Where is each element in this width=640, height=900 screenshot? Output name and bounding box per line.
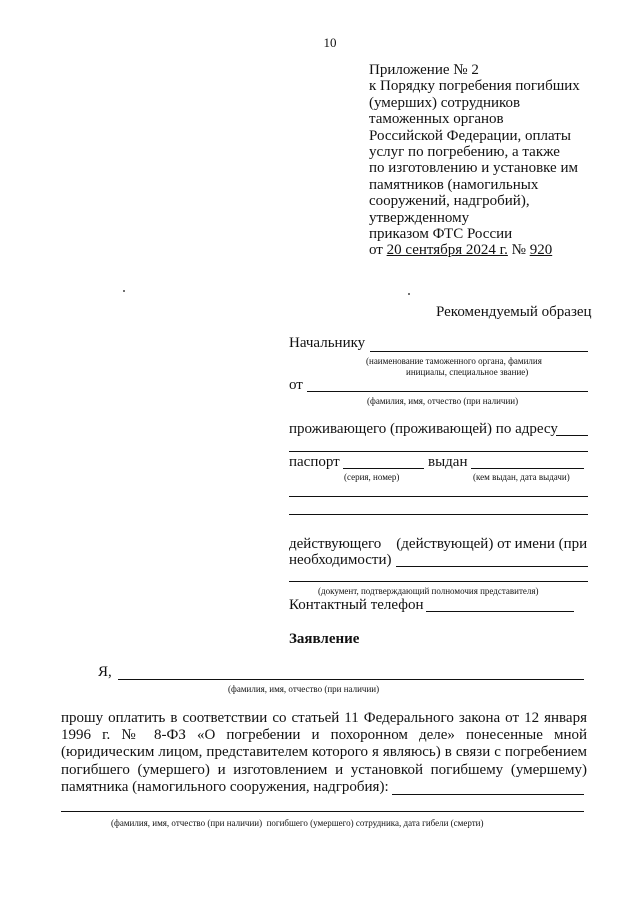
appendix-line: Приложение № 2 <box>369 62 479 78</box>
passport-extra-line[interactable] <box>289 496 588 497</box>
statement-title: Заявление <box>289 631 360 647</box>
phone-label: Контактный телефон <box>289 597 424 613</box>
deceased-caption: (фамилия, имя, отчество (при наличии) погибшего (умершего) сотрудника, дата гибели (смерти) <box>111 818 484 828</box>
passport-field-line[interactable] <box>343 468 424 469</box>
scan-speck <box>408 293 410 295</box>
address-field-line[interactable] <box>556 435 588 436</box>
issued-caption: (кем выдан, дата выдачи) <box>473 472 570 482</box>
acting-caption: (документ, подтверждающий полномочия представителя) <box>318 586 539 596</box>
from-label: от <box>289 377 303 393</box>
i-label: Я, <box>98 664 112 680</box>
deceased-field-line-2[interactable] <box>61 811 584 812</box>
appendix-line: к Порядку погребения погибших <box>369 78 580 95</box>
scan-speck <box>123 290 125 292</box>
order-number: 920 <box>529 242 553 259</box>
issued-label: выдан <box>428 454 468 470</box>
order-prefix: от <box>369 242 383 259</box>
appendix-block <box>369 62 609 259</box>
appendix-line: Российской Федерации, оплаты <box>369 127 571 144</box>
i-field-line[interactable] <box>118 679 584 680</box>
appendix-line: по изготовлению и установке им <box>369 160 578 177</box>
to-caption: инициалы, специальное звание) <box>406 367 529 377</box>
appendix-line: сооружений, надгробий), <box>369 193 530 210</box>
to-label: Начальнику <box>289 335 366 351</box>
acting-field-line[interactable] <box>396 566 588 567</box>
from-field-line[interactable] <box>307 391 588 392</box>
deceased-field-line[interactable] <box>392 794 584 795</box>
statement-body-line: 1996 г. № 8-ФЗ «О погребении и похоронном деле» понесенные мной <box>61 727 587 743</box>
statement-body-line: прошу оплатить в соответствии со статьей 11 Федерального закона от 12 января <box>61 710 587 726</box>
sample-label: Рекомендуемый образец <box>436 304 592 320</box>
issued-field-line[interactable] <box>471 468 584 469</box>
appendix-line: утвержденному <box>369 209 470 226</box>
i-caption: (фамилия, имя, отчество (при наличии) <box>228 684 380 694</box>
appendix-line: (умерших) сотрудников <box>369 94 521 111</box>
to-field-line[interactable] <box>370 351 588 352</box>
appendix-line: услуг по погребению, а также <box>369 144 560 161</box>
from-caption: (фамилия, имя, отчество (при наличии) <box>367 396 519 406</box>
page-number: 10 <box>323 35 337 50</box>
passport-extra-line-2[interactable] <box>289 514 588 515</box>
appendix-line: таможенных органов <box>369 111 504 128</box>
appendix-line: приказом ФТС России <box>369 226 513 243</box>
appendix-line: памятников (намогильных <box>369 176 539 193</box>
order-line <box>369 242 609 258</box>
statement-body-line: памятника (намогильного сооружения, надгробия): <box>61 779 389 795</box>
order-number-sign: № <box>511 242 526 259</box>
statement-body-line: (юридическим лицом, представителем которого я являюсь) в связи с погребением <box>61 744 587 760</box>
passport-label: паспорт <box>289 454 340 470</box>
acting-label: действующего (действующей) от имени (при <box>289 536 588 552</box>
address-field-line-2[interactable] <box>289 451 588 452</box>
address-label: проживающего (проживающей) по адресу <box>289 421 558 437</box>
statement-body-line: погибшего (умершего) и изготовлением и установкой погибшему (умершему) <box>61 762 587 778</box>
order-date: 20 сентября 2024 г. <box>386 242 508 259</box>
passport-caption: (серия, номер) <box>344 472 400 482</box>
phone-field-line[interactable] <box>426 611 574 612</box>
to-caption: (наименование таможенного органа, фамилия <box>366 356 542 366</box>
acting-field-line-2[interactable] <box>289 581 588 582</box>
acting-label-2: необходимости) <box>289 552 392 568</box>
